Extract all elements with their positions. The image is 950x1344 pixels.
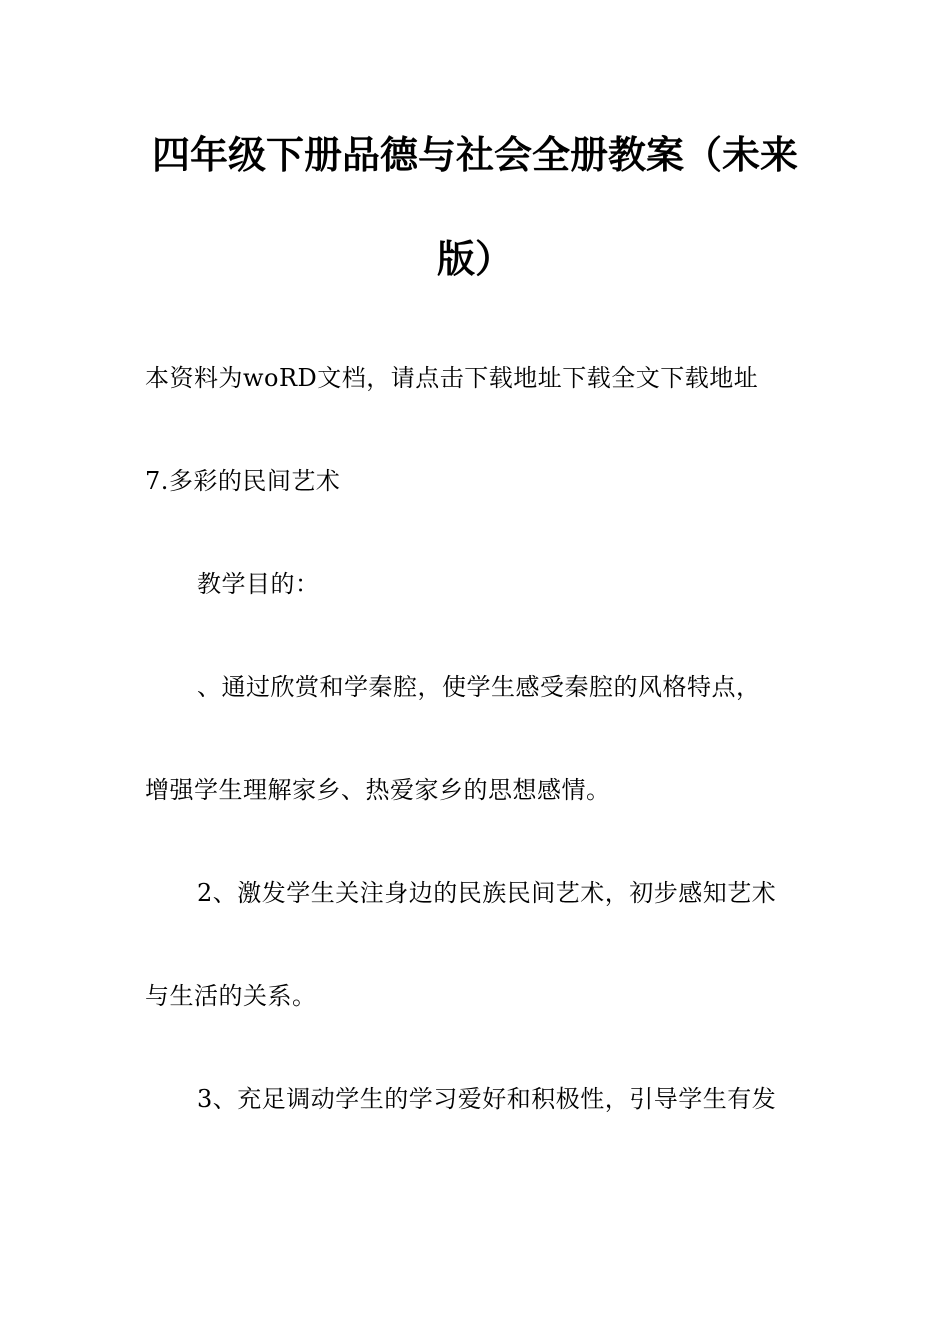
paragraph-line: 2、激发学生关注身边的民族民间艺术，初步感知艺术: [197, 879, 777, 907]
document-title-line-1: 四年级下册品德与社会全册教案（未来: [151, 133, 798, 177]
paragraph-line: 、通过欣赏和学秦腔，使学生感受秦腔的风格特点，: [197, 673, 761, 701]
document-title-line-2: 版）: [436, 237, 513, 281]
objectives-heading: 教学目的：: [197, 570, 320, 598]
download-note: 本资料为woRD文档，请点击下载地址下载全文下载地址: [145, 364, 759, 392]
section-heading: 7.多彩的民间艺术: [145, 467, 341, 495]
paragraph-line: 增强学生理解家乡、热爱家乡的思想感情。: [145, 776, 611, 804]
paragraph-line: 与生活的关系。: [145, 982, 317, 1010]
paragraph-line: 3、充足调动学生的学习爱好和积极性，引导学生有发: [197, 1085, 777, 1113]
